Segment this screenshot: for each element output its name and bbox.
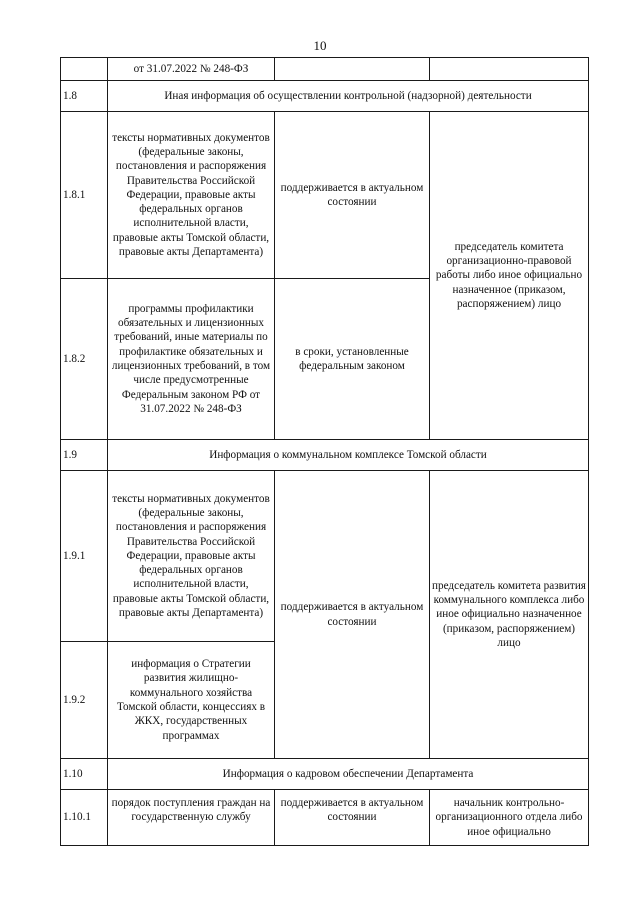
cell-responsible: начальник контрольно-организационного отдела либо иное официально bbox=[430, 790, 589, 846]
section-number: 1.9 bbox=[61, 440, 108, 471]
section-number: 1.10 bbox=[61, 759, 108, 790]
cell-document: тексты нормативных документов (федеральные законы, постановления и распоряжения Правительства Российской Федерации, правовые акты федеральных органов исполнительной власти, правовые акты Томской области, правовые акты Департамента) bbox=[108, 112, 275, 279]
cell-term bbox=[275, 58, 430, 81]
row-number: 1.9.1 bbox=[61, 471, 108, 642]
cell-document: от 31.07.2022 № 248-ФЗ bbox=[108, 58, 275, 81]
row-number: 1.8.2 bbox=[61, 279, 108, 440]
section-number: 1.8 bbox=[61, 81, 108, 112]
cell-responsible: председатель комитета развития коммунального комплекса либо иное официально назначенное (приказом, распоряжением) лицо bbox=[430, 471, 589, 759]
section-row bbox=[61, 759, 589, 790]
cell-document: тексты нормативных документов (федеральные законы, постановления и распоряжения Правительства Российской Федерации, правовые акты федеральных органов исполнительной власти, правовые акты Томской области, правовые акты Департамента) bbox=[108, 471, 275, 642]
section-title: Информация о кадровом обеспечении Департамента bbox=[108, 759, 589, 790]
page-number: 10 bbox=[313, 38, 327, 53]
table-row bbox=[61, 58, 589, 81]
cell-document: информация о Стратегии развития жилищно-коммунального хозяйства Томской области, концессиях в ЖКХ, государственных программах bbox=[108, 642, 275, 759]
information-table bbox=[60, 57, 589, 846]
table-row bbox=[61, 112, 589, 279]
cell-term: в сроки, установленные федеральным законом bbox=[275, 279, 430, 440]
cell-responsible bbox=[430, 58, 589, 81]
section-title: Информация о коммунальном комплексе Томской области bbox=[108, 440, 589, 471]
section-row bbox=[61, 440, 589, 471]
table-row bbox=[61, 790, 589, 846]
section-title: Иная информация об осуществлении контрольной (надзорной) деятельности bbox=[108, 81, 589, 112]
table-row bbox=[61, 471, 589, 642]
section-row bbox=[61, 81, 589, 112]
cell-num bbox=[61, 58, 108, 81]
row-number: 1.10.1 bbox=[61, 790, 108, 846]
cell-responsible: председатель комитета организационно-правовой работы либо иное официально назначенное (приказом, распоряжением) лицо bbox=[430, 112, 589, 440]
cell-term: поддерживается в актуальном состоянии bbox=[275, 790, 430, 846]
row-number: 1.8.1 bbox=[61, 112, 108, 279]
row-number: 1.9.2 bbox=[61, 642, 108, 759]
cell-document: программы профилактики обязательных и лицензионных требований, иные материалы по профилактике обязательных и лицензионных требований, в том числе предусмотренные Федеральным законом РФ от 31.07.2022 № 248-ФЗ bbox=[108, 279, 275, 440]
cell-document: порядок поступления граждан на государственную службу bbox=[108, 790, 275, 846]
cell-term: поддерживается в актуальном состоянии bbox=[275, 112, 430, 279]
cell-term: поддерживается в актуальном состоянии bbox=[275, 471, 430, 759]
